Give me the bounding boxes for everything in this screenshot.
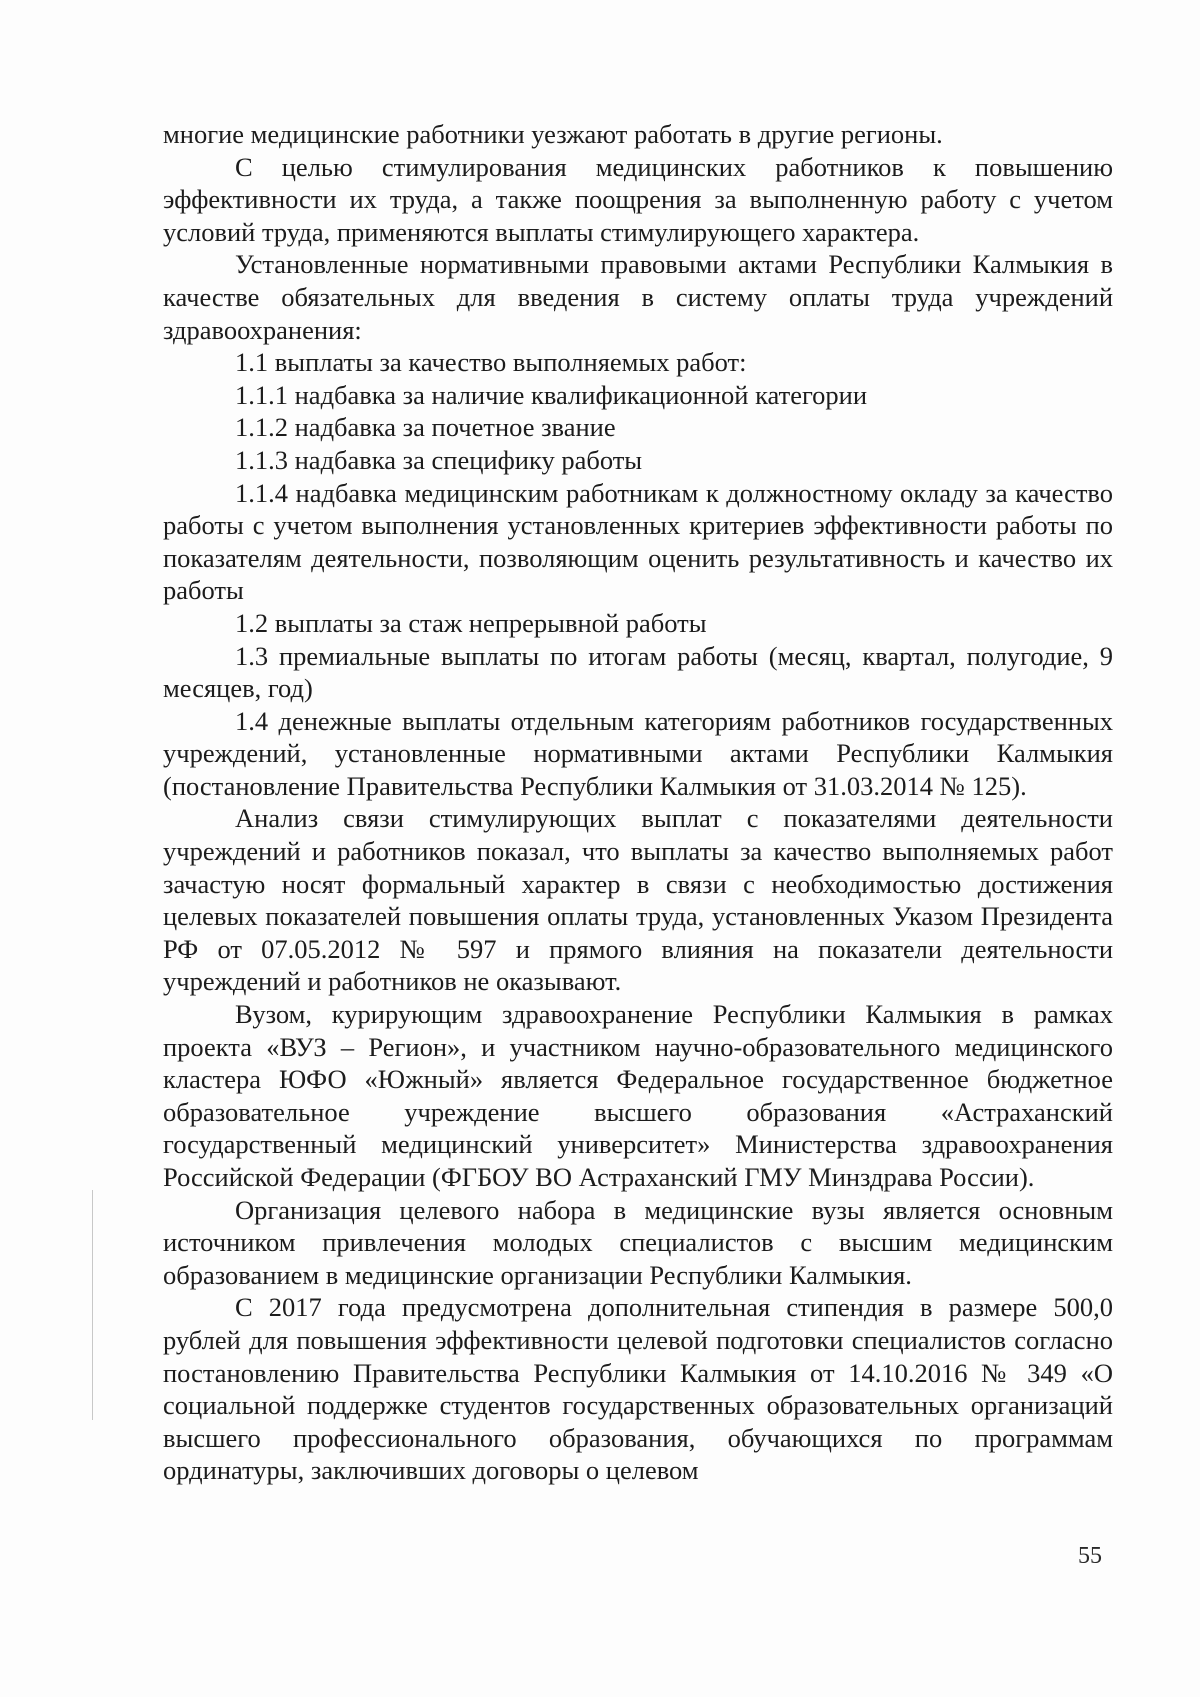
paragraph-university: Вузом, курирующим здравоохранение Республики Калмыкия в рамках проекта «ВУЗ – Регион», и участником научно-образовательного медицинского кластера ЮФО «Южный» является Федеральное государственное бюджетное образовательное учреждение высшего образования «Астраханский государственный медицинский университет» Министерства здравоохранения Российской Федерации (ФГБОУ ВО Астраханский ГМУ Минздрава России).	[163, 999, 1113, 1192]
paragraph-analysis: Анализ связи стимулирующих выплат с показателями деятельности учреждений и работников показал, что выплаты за качество выполняемых работ зачастую носят формальный характер в связи с необходимостью достижения целевых показателей повышения оплаты труда, установленных Указом Президента РФ от 07.05.2012 № 597 и прямого влияния на показатели деятельности учреждений и работников не оказывают.	[163, 803, 1113, 997]
list-item-1-1: 1.1 выплаты за качество выполняемых работ:	[235, 347, 747, 378]
paragraph-target-recruitment: Организация целевого набора в медицинские вузы является основным источником привлечения молодых специалистов с высшим медицинским образованием в медицинские организации Республики Калмыкия.	[163, 1194, 1113, 1290]
list-item-1-2: 1.2 выплаты за стаж непрерывной работы	[235, 607, 707, 638]
paragraph-established-payments: Установленные нормативными правовыми актами Республики Калмыкия в качестве обязательных для введения в систему оплаты труда учреждений здравоохранения:	[163, 249, 1113, 345]
paragraph-continuation: многие медицинские работники уезжают работать в другие регионы.	[163, 119, 943, 149]
list-item-1-1-2: 1.1.2 надбавка за почетное звание	[235, 412, 616, 443]
page-number: 55	[1078, 1543, 1102, 1569]
list-item-1-1-4: 1.1.4 надбавка медицинским работникам к должностному окладу за качество работы с учетом выполнения установленных критериев эффективности работы по показателям деятельности, позволяющим оценить результативность и качество их работы	[163, 477, 1113, 606]
paragraph-scholarship: С 2017 года предусмотрена дополнительная стипендия в размере 500,0 рублей для повышения эффективности целевой подготовки специалистов согласно постановлению Правительства Республики Калмыкия от 14.10.2016 № 349 «О социальной поддержке студентов государственных образовательных организаций высшего профессионального образования, обучающихся по программам ординатуры, заключивших договоры о целевом	[163, 1292, 1113, 1486]
list-item-1-1-1: 1.1.1 надбавка за наличие квалификационной категории	[235, 379, 868, 410]
list-item-1-4: 1.4 денежные выплаты отдельным категориям работников государственных учреждений, установленные нормативными актами Республики Калмыкия (постановление Правительства Республики Калмыкия от 31.03.2014 № 125).	[163, 705, 1113, 801]
list-item-1-1-3: 1.1.3 надбавка за специфику работы	[235, 444, 643, 475]
scan-artifact-line	[92, 1190, 93, 1420]
paragraph-stimulation-purpose: С целью стимулирования медицинских работников к повышению эффективности их труда, а также поощрения за выполненную работу с учетом условий труда, применяются выплаты стимулирующего характера.	[163, 151, 1113, 247]
list-item-1-3: 1.3 премиальные выплаты по итогам работы (месяц, квартал, полугодие, 9 месяцев, год)	[163, 640, 1113, 704]
body-text	[163, 118, 1113, 1487]
